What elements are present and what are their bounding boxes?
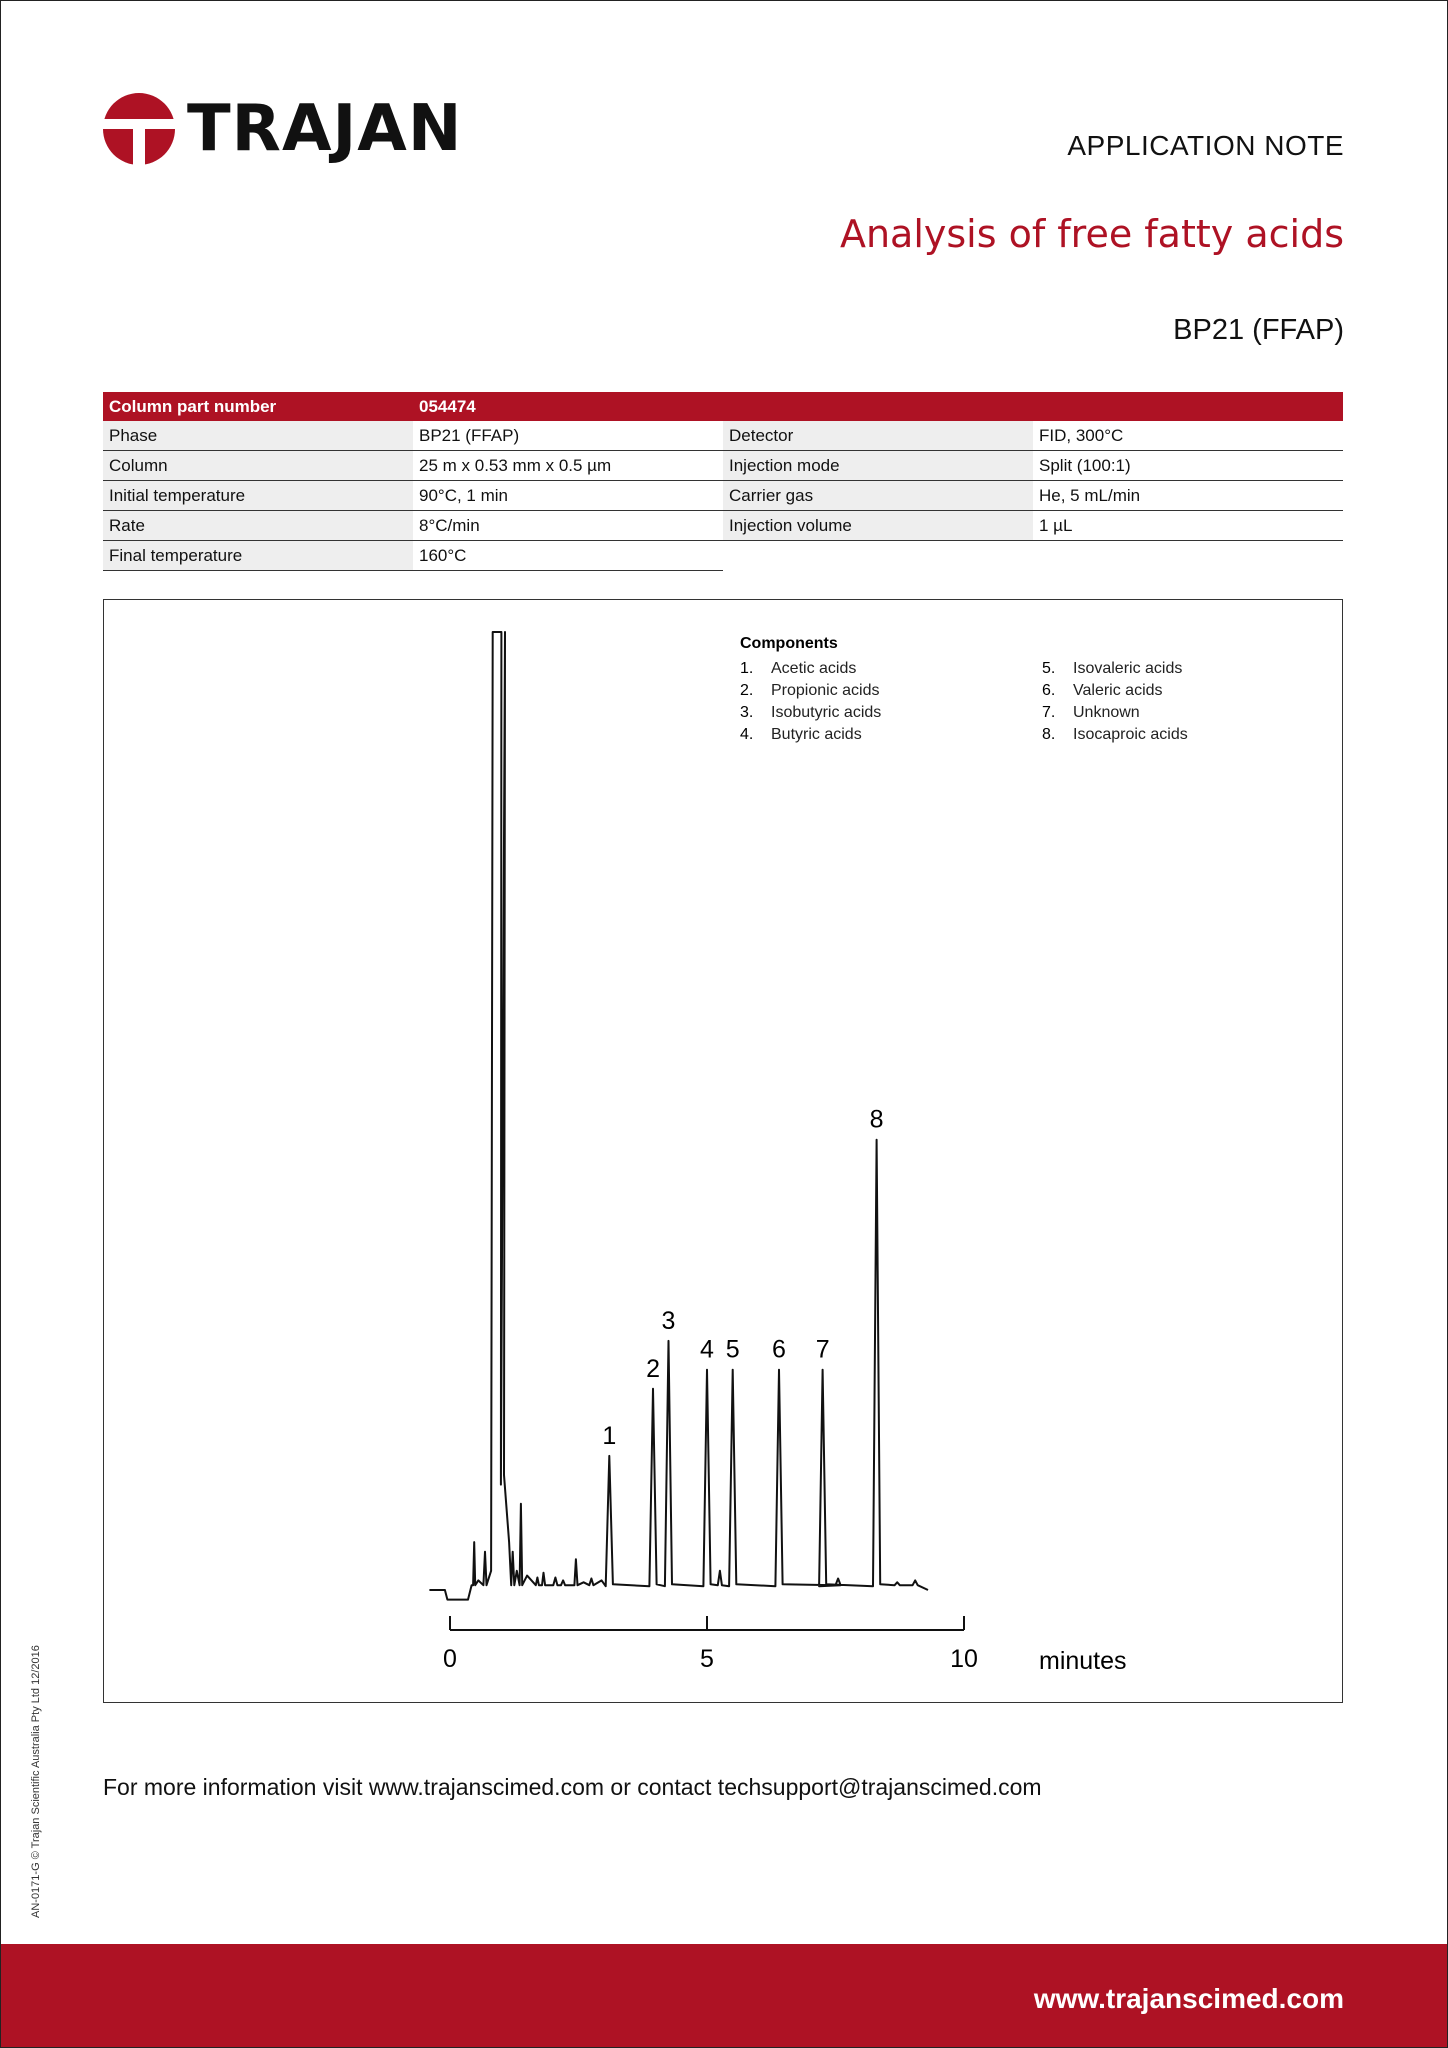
spec-row xyxy=(103,421,1343,451)
spec-table xyxy=(103,392,1343,571)
x-tick-label: 5 xyxy=(700,1645,714,1673)
peak-label: 3 xyxy=(661,1306,676,1335)
spec-row xyxy=(103,481,1343,511)
legend-item-number: 3. xyxy=(740,704,754,721)
peak-label: 1 xyxy=(602,1421,617,1450)
peak-label: 6 xyxy=(772,1335,786,1364)
legend-item-number: 5. xyxy=(1042,660,1056,677)
legend-item-name: Acetic acids xyxy=(771,660,857,677)
peak-labels xyxy=(602,1106,883,1450)
legend-item-number: 1. xyxy=(740,660,754,677)
spec-value: BP21 (FFAP) xyxy=(419,425,520,445)
spec-value: Split (100:1) xyxy=(1039,455,1131,475)
legend-item-name: Propionic acids xyxy=(771,682,880,699)
spec-value: 90°C, 1 min xyxy=(419,485,509,505)
x-axis-label: minutes xyxy=(1039,1647,1127,1675)
brand-name: TRAJAN xyxy=(187,92,463,166)
peak-label: 7 xyxy=(815,1335,830,1364)
spec-label: Initial temperature xyxy=(103,481,413,510)
peak-label: 5 xyxy=(725,1335,740,1364)
spec-label: Column xyxy=(103,451,413,480)
spec-header-row xyxy=(103,392,1343,421)
legend-item-number: 6. xyxy=(1042,682,1056,699)
components-legend xyxy=(740,635,1188,743)
legend-item-name: Unknown xyxy=(1073,704,1140,721)
spec-row xyxy=(103,541,723,571)
spec-value: FID, 300°C xyxy=(1039,425,1124,445)
spec-label: Injection volume xyxy=(723,511,1033,540)
spec-label: Phase xyxy=(103,421,413,450)
chromatogram xyxy=(104,600,1344,1704)
document-code: AN-0171-G © Trajan Scientific Australia Pty Ltd 12/2016 xyxy=(30,1645,42,1918)
spec-row xyxy=(103,451,1343,481)
legend-item-name: Isobutyric acids xyxy=(771,704,882,721)
legend-item-name: Valeric acids xyxy=(1073,682,1163,699)
peak-label: 8 xyxy=(869,1105,884,1134)
spec-label: Final temperature xyxy=(103,541,413,570)
legend-item-number: 7. xyxy=(1042,704,1056,721)
peak-label: 4 xyxy=(700,1335,714,1364)
spec-value: 8°C/min xyxy=(419,515,480,535)
legend-item-number: 2. xyxy=(740,682,754,699)
spec-value: He, 5 mL/min xyxy=(1039,485,1141,505)
legend-item-number: 4. xyxy=(740,726,754,743)
peak-label: 2 xyxy=(646,1354,660,1383)
spec-value: 160°C xyxy=(419,545,467,565)
legend-item-number: 8. xyxy=(1042,726,1056,743)
footer-url[interactable]: www.trajanscimed.com xyxy=(1033,1983,1344,2014)
spec-label: Carrier gas xyxy=(723,481,1033,510)
spec-value: 1 µL xyxy=(1039,515,1073,535)
legend-item-name: Isovaleric acids xyxy=(1073,660,1183,677)
phase-subtitle: BP21 (FFAP) xyxy=(1173,314,1344,346)
x-tick-label: 0 xyxy=(443,1645,457,1673)
x-tick-label: 10 xyxy=(950,1645,978,1673)
chromatogram-trace xyxy=(429,632,928,1600)
spec-header-label: Column part number xyxy=(109,396,277,416)
spec-label: Detector xyxy=(723,421,1033,450)
legend-item-name: Butyric acids xyxy=(771,726,862,743)
legend-title: Components xyxy=(740,635,838,652)
spec-value: 25 m x 0.53 mm x 0.5 µm xyxy=(419,455,612,475)
spec-row xyxy=(103,511,1343,541)
spec-label: Injection mode xyxy=(723,451,1033,480)
chromatogram-panel xyxy=(103,599,1343,1703)
x-axis xyxy=(443,1616,1127,1675)
document-type: APPLICATION NOTE xyxy=(1067,130,1344,161)
contact-info: For more information visit www.trajanscimed.com or contact techsupport@trajanscimed.com xyxy=(103,1774,1042,1800)
spec-header-value: 054474 xyxy=(419,396,476,416)
trajan-logo-icon xyxy=(103,93,175,165)
page-title: Analysis of free fatty acids xyxy=(839,212,1344,256)
legend-item-name: Isocaproic acids xyxy=(1073,726,1188,743)
trajan-logo xyxy=(103,89,462,169)
spec-label: Rate xyxy=(103,511,413,540)
